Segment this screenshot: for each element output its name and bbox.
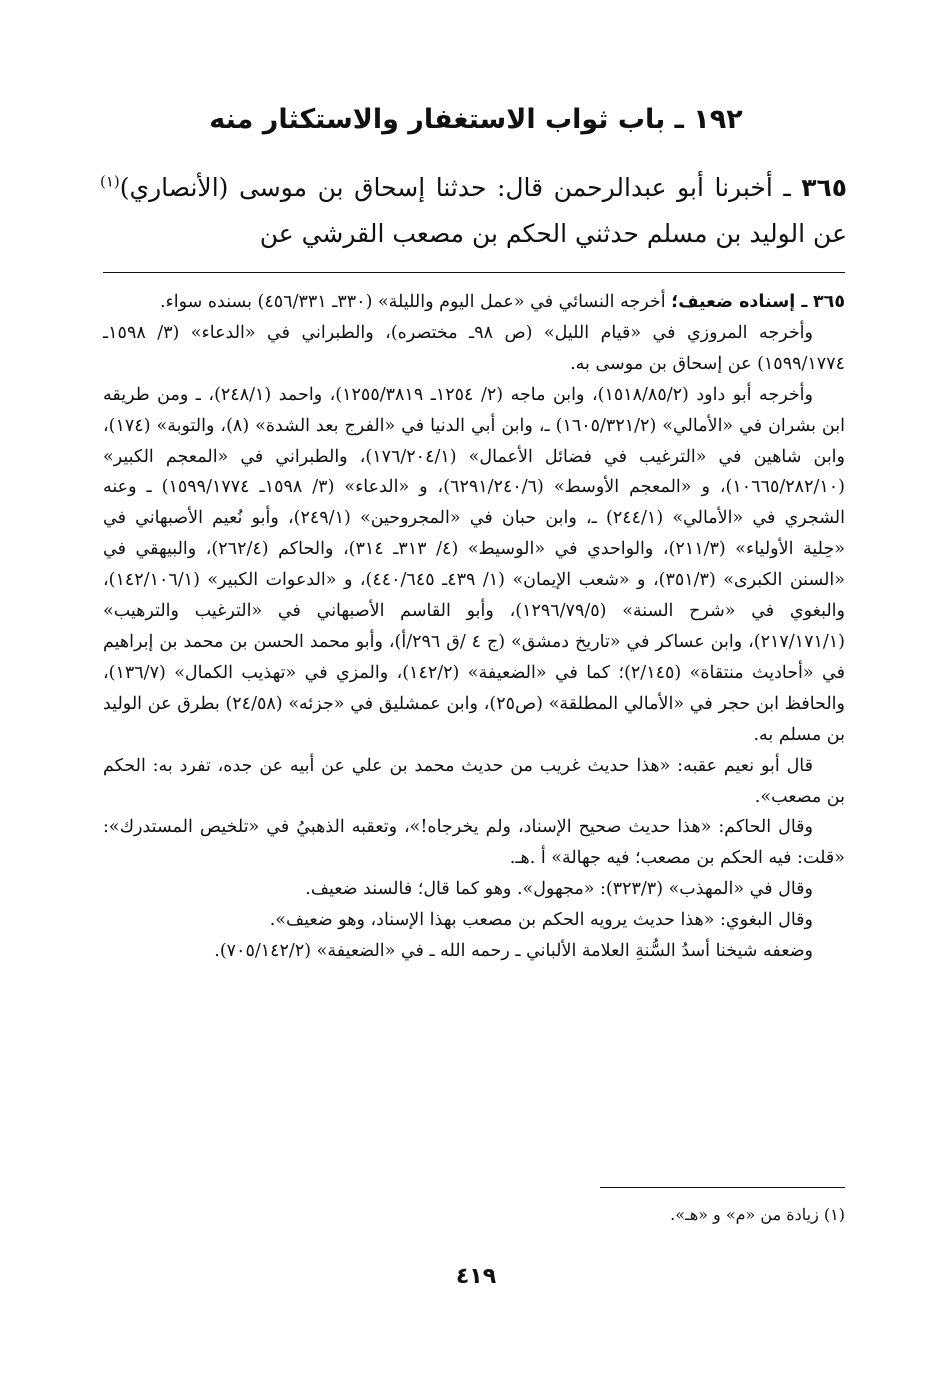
takhrij-notes xyxy=(103,287,845,967)
footnote xyxy=(103,1202,845,1228)
takhrij-number: ٣٦٥ xyxy=(812,292,845,312)
footnote-text: زيادة من «م» و «هـ». xyxy=(670,1205,819,1224)
page-number: ٤١٩ xyxy=(455,1264,497,1289)
takhrij-paragraph-7: وقال البغوي: «هذا حديث يرويه الحكم بن مصعب بهذا الإسناد، وهو ضعيف». xyxy=(269,910,813,931)
takhrij-paragraph-3: وأخرجه أبو داود (١٥١٨/٨٥/٢)، وابن ماجه (٢/ ١٢٥٤ـ ١٢٥٥/٣٨١٩)، واحمد (٢٤٨/١)، ـ ومن طريقه ابن بشران في «الأمالي» (١٦٠٥/٣٢١/٢) ـ، وابن أبي الدنيا في «الفرج بعد الشدة» (٨)، والتوبة» (١٧٤)، وابن شاهين في «الترغيب في فضائل الأعمال» (١٧٦/٢٠٤/١)، والطبراني في «المعجم الكبير» (١٠٦٦٥/٢٨٢/١٠)، و «المعجم الأوسط» (٦٢٩١/٢٤٠/٦)، و «الدعاء» (٣/ ١٥٩٨ـ ١٥٩٩/١٧٧٤) ـ وعنه الشجري في «الأمالي» (٢٤٤/١) ـ، وابن حبان في «المجروحين» (٢٤٩/١)، وأبو نُعيم الأصبهاني في «حِلية الأولياء» (٢١١/٣)، والواحدي في «الوسيط» (٤/ ٣١٣ـ ٣١٤)، والحاكم (٢٦٢/٤)، والبيهقي في «السنن الكبرى» (٣٥١/٣)، و «شعب الإيمان» (١/ ٤٣٩ـ ٤٤٠/٦٤٥)، و «الدعوات الكبير» (١٤٢/١٠٦/١)، والبغوي في «شرح السنة» (١٢٩٦/٧٩/٥)، وأبو القاسم الأصبهاني في «الترغيب والترهيب» (٢١٧/١٧١/١)، وابن عساكر في «تاريخ دمشق» (ج ٤ /ق ٢٩٦/أ)، وأبو محمد الحسن بن محمد بن إبراهيم في «أحاديث منتقاة» (٢/١٤٥)؛ كما في «الضعيفة» (١٤٢/٢)، والمزي في «تهذيب الكمال» (١٣٦/٧)، والحافظ ابن حجر في «الأمالي المطلقة» (ص٢٥)، وابن عمشليق في «جزئه» (٢٤/٥٨) بطرق عن الوليد بن مسلم به. xyxy=(103,384,846,745)
takhrij-paragraph-8: وضعفه شيخنا أسدُ السُّنةِ العلامة الألباني ـ رحمه الله ـ في «الضعيفة» (٧٠٥/١٤٢/٢). xyxy=(214,941,813,962)
takhrij-text-1: أخرجه النسائي في «عمل اليوم والليلة» (٣٣٠ـ ٤٥٦/٣٣١) بسنده سواء. xyxy=(159,292,666,312)
takhrij-paragraph-4: قال أبو نعيم عقبه: «هذا حديث غريب من حديث محمد بن علي عن أبيه عن جده، تفرد به: الحكم بن مصعب». xyxy=(103,755,845,807)
hadith-text xyxy=(100,165,847,257)
takhrij-paragraph-2: وأخرجه المروزي في «قيام الليل» (ص ٩٨ـ مختصره)، والطبراني في «الدعاء» (٣/ ١٥٩٨ـ ١٥٩٩/١٧٧٤) عن إسحاق بن موسى به. xyxy=(103,322,845,374)
footnote-reference: (١) xyxy=(100,172,120,191)
notes-divider xyxy=(103,272,845,273)
takhrij-paragraph-5: وقال الحاكم: «هذا حديث صحيح الإسناد، ولم يخرجاه!»، وتعقبه الذهبيُ في «تلخيص المستدرك»: «قلت: فيه الحكم بن مصعب؛ فيه جهالة» أ .هـ. xyxy=(103,817,845,869)
takhrij-paragraph-1 xyxy=(103,287,845,318)
chapter-title: ١٩٢ ـ باب ثواب الاستغفار والاستكثار منه xyxy=(209,104,743,135)
takhrij-grading: ـ إسناده ضعيف؛ xyxy=(671,292,808,312)
hadith-text-part-2: عن الوليد بن مسلم حدثني الحكم بن مصعب القرشي عن xyxy=(259,219,847,248)
hadith-text-part-1: ـ أخبرنا أبو عبدالرحمن قال: حدثنا إسحاق بن موسى (الأنصاري) xyxy=(119,173,791,202)
footnote-divider xyxy=(600,1187,845,1188)
hadith-number: ٣٦٥ xyxy=(801,173,848,202)
takhrij-paragraph-6: وقال في «المهذب» (٣٢٣/٣): «مجهول». وهو كما قال؛ فالسند ضعيف. xyxy=(305,879,813,900)
footnote-marker: (١) xyxy=(823,1205,845,1224)
